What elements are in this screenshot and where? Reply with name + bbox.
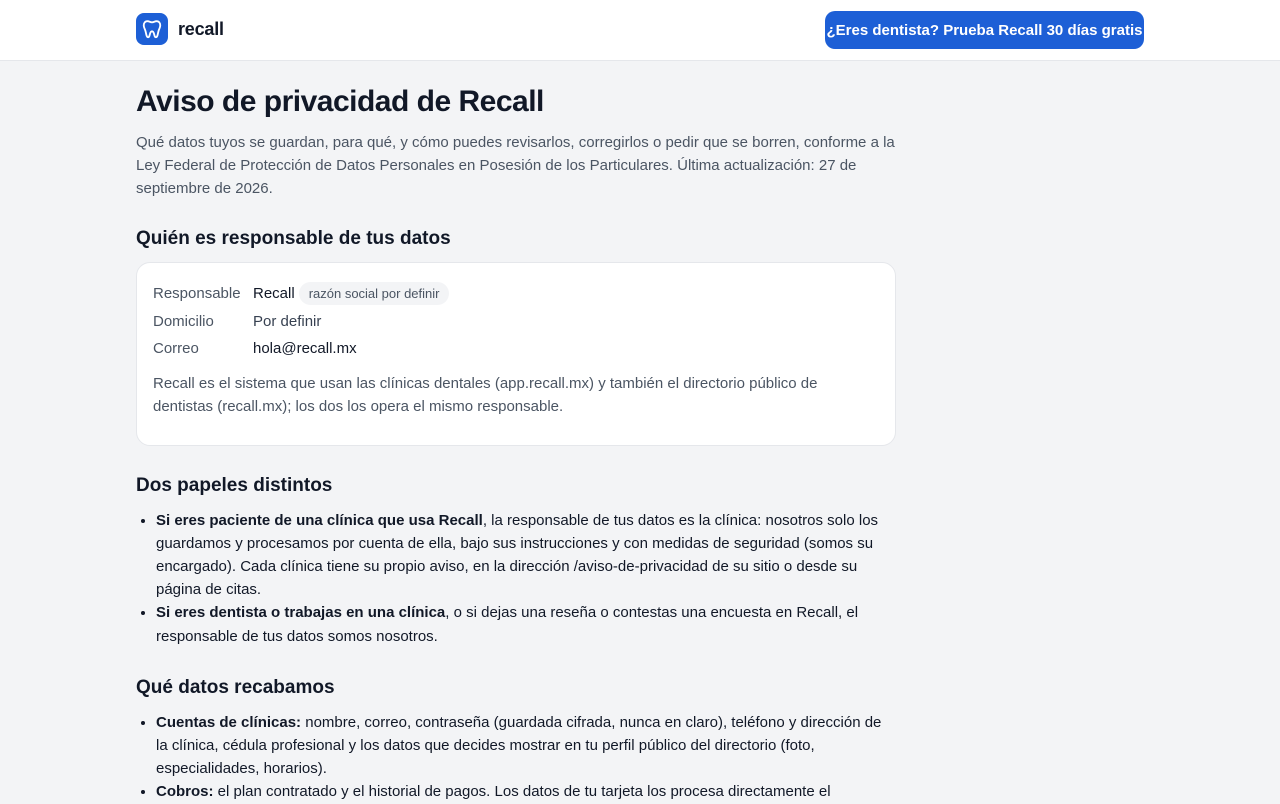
list-item <box>156 509 896 602</box>
row-value: Recall <box>253 285 295 303</box>
row-label: Domicilio <box>153 312 214 330</box>
list-item-text: , la responsable de tus datos es la clínica: nosotros solo los guardamos y procesamos por cuenta de ella, bajo sus instrucciones y con medidas de seguridad (somos su encargado). Cada clínica tiene su propio aviso, en la dirección /aviso-de-privacidad de su sitio o desde su página de citas. <box>156 511 879 599</box>
row-label: Correo <box>153 340 199 358</box>
brand-home-link[interactable] <box>136 13 224 45</box>
roles-list <box>136 509 896 648</box>
section-heading-responsible: Quién es responsable de tus datos <box>136 228 451 249</box>
responsible-row-email <box>153 335 879 363</box>
responsible-row-name <box>153 280 879 308</box>
top-bar <box>0 0 1280 61</box>
data-collected-list <box>136 711 896 804</box>
list-item-text: , o si dejas una reseña o contestas una encuesta en Recall, el responsable de tus datos somos nosotros. <box>156 604 859 645</box>
privacy-notice-content <box>136 61 896 804</box>
list-item-lead: Cuentas de clínicas: <box>156 713 302 731</box>
page-lead: Qué datos tuyos se guardan, para qué, y cómo puedes revisarlos, corregirlos o pedir que se borren, conforme a la Ley Federal de Protección de Datos Personales en Posesión de los Particulares. Última actualización: 27 de septiembre de 2026. <box>136 134 895 197</box>
list-item <box>156 711 896 781</box>
section-heading-data-collected: Qué datos recabamos <box>136 676 335 698</box>
try-recall-button[interactable]: ¿Eres dentista? Prueba Recall 30 días gratis <box>825 11 1144 49</box>
page-title: Aviso de privacidad de Recall <box>136 85 544 118</box>
list-item <box>156 780 896 803</box>
row-label: Responsable <box>153 285 241 303</box>
responsible-row-address <box>153 308 879 336</box>
legal-name-pending-badge: razón social por definir <box>299 282 450 305</box>
contact-email-link[interactable]: hola@recall.mx <box>253 340 357 358</box>
tooth-icon <box>136 13 168 45</box>
list-item-lead: Si eres dentista o trabajas en una clínica <box>156 604 446 622</box>
list-item-text: el plan contratado y el historial de pagos. Los datos de tu tarjeta los procesa directamente el <box>213 783 831 801</box>
list-item-text: nombre, correo, contraseña (guardada cifrada, nunca en claro), teléfono y dirección de la clínica, cédula profesional y los datos que decides mostrar en tu perfil público del directorio (foto, especialidades, horarios). <box>156 713 882 778</box>
responsible-note: Recall es el sistema que usan las clínicas dentales (app.recall.mx) y también el directorio público de dentistas (recall.mx); los dos los opera el mismo responsable. <box>153 374 818 415</box>
responsible-card <box>136 262 896 446</box>
list-item-lead: Cobros: <box>156 783 214 801</box>
brand-name: recall <box>178 18 224 39</box>
section-heading-roles: Dos papeles distintos <box>136 474 333 496</box>
list-item-lead: Si eres paciente de una clínica que usa Recall <box>156 511 483 529</box>
row-value: Por definir <box>253 312 322 330</box>
list-item <box>156 601 896 647</box>
